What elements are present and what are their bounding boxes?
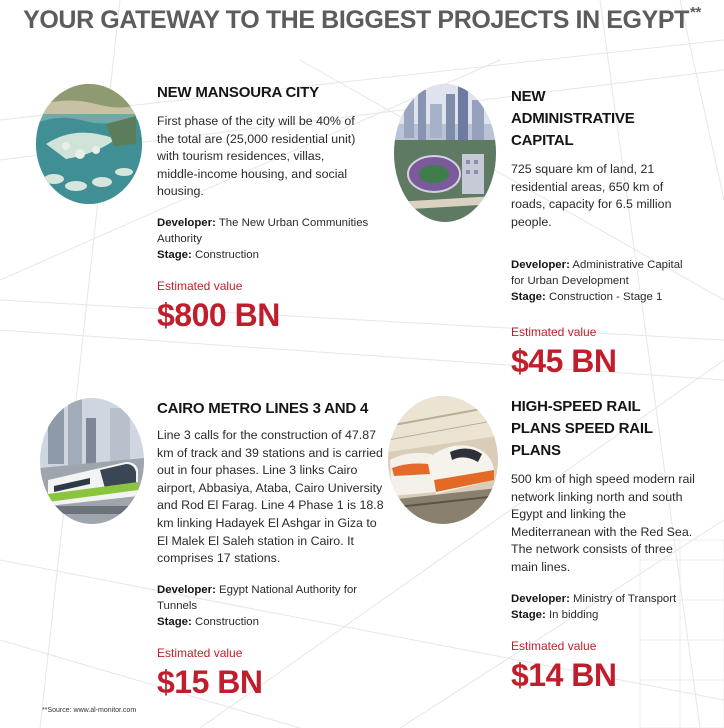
estimated-value-label: Estimated value [511, 325, 597, 340]
project-meta: Developer: Administrative Capital for Urban Development Stage: Construction - Stage 1 [511, 259, 683, 304]
project-title: HIGH-SPEED RAIL PLANS SPEED RAIL PLANS [511, 398, 653, 459]
stage-value: Construction [194, 615, 259, 628]
estimated-value: $45 BN [511, 343, 617, 380]
city-skyline-stadium-image [394, 84, 496, 222]
estimated-value-label: Estimated value [157, 645, 243, 660]
developer-name: Administrative Capital for Urban Development [511, 259, 683, 288]
stage-value: In bidding [548, 608, 599, 621]
monorail-train-image [40, 398, 144, 524]
project-meta: Developer: Egypt National Authority for Tunnels Stage: Construction [157, 583, 358, 628]
project-description: First phase of the city will be 40% of the total are (25,000 residential unit) with tourism residences, villas, middle-income housing, and social housing. [157, 114, 356, 199]
project-meta: Developer: Ministry of Transport Stage: In bidding [511, 592, 677, 621]
project-meta: Developer: The New Urban Communities Authority Stage: Construction [157, 216, 369, 261]
project-description: 725 square km of land, 21 residential areas, 650 km of roads, capacity for 6.5 million people. [511, 162, 672, 229]
project-card-new-mansoura-city [157, 82, 389, 333]
developer-name: Egypt National Authority for Tunnels [157, 583, 358, 612]
page-title: YOUR GATEWAY TO THE BIGGEST PROJECTS IN EGYPT** [23, 4, 701, 34]
source-footnote: **Source: www.al-monitor.com [42, 707, 137, 714]
aerial-coastal-city-image [36, 84, 142, 204]
project-title: NEW MANSOURA CITY [157, 84, 319, 101]
project-title: NEW ADMINISTRATIVE CAPITAL [511, 88, 635, 149]
estimated-value: $800 BN [157, 296, 280, 333]
estimated-value-label: Estimated value [157, 278, 243, 293]
stage-value: Construction [194, 248, 259, 261]
project-card-new-administrative-capital [511, 86, 711, 379]
high-speed-train-image [388, 396, 498, 524]
project-description: Line 3 calls for the construction of 47.87 km of track and 39 stations and is carried out in four phases. Line 3 links Cairo airport, Abbasiya, Ataba, Cairo University and Rod El Farag. Line 4 Phase 1 is 18.8 km linking Hadayek El Ashgar in Giza to El Malek El Saleh station in Cairo. It comprises 17 stations. [157, 428, 384, 566]
estimated-value: $15 BN [157, 663, 263, 700]
project-title: CAIRO METRO LINES 3 AND 4 [157, 400, 369, 417]
project-card-cairo-metro [157, 398, 397, 700]
estimated-value: $14 BN [511, 656, 617, 693]
estimated-value-label: Estimated value [511, 638, 597, 653]
project-description: 500 km of high speed modern rail network linking north and south Egypt and linking the Mediterranean with the Red Sea. The network consists of three main lines. [511, 472, 695, 574]
stage-value: Construction - Stage 1 [548, 291, 663, 304]
project-card-high-speed-rail [511, 396, 711, 693]
developer-name: The New Urban Communities Authority [157, 216, 369, 245]
title-footnote-mark: ** [690, 4, 701, 21]
developer-name: Ministry of Transport [573, 592, 677, 605]
